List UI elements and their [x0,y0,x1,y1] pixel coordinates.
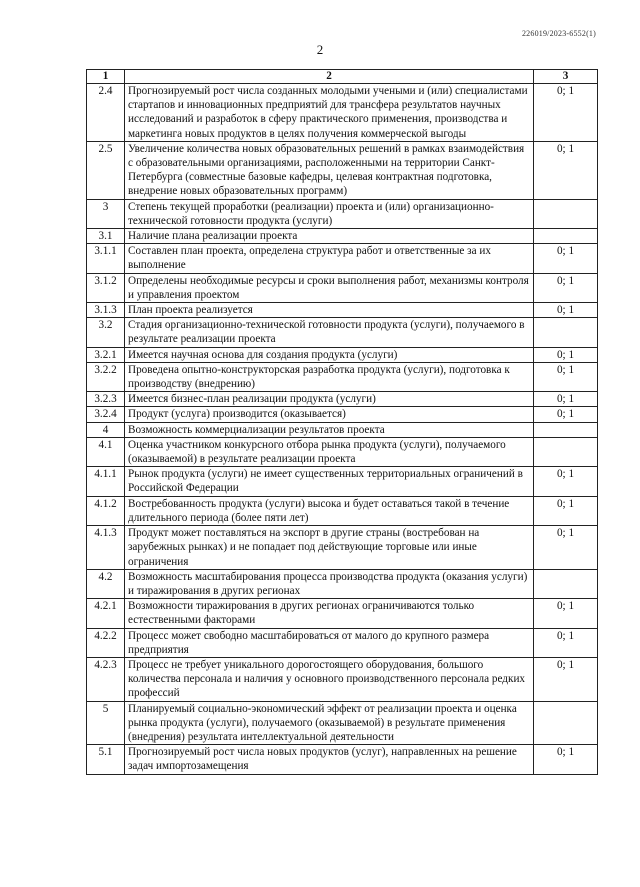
row-score: 0; 1 [534,362,598,391]
table-row [87,199,598,228]
row-number: 3.1.3 [87,303,125,318]
row-score: 0; 1 [534,657,598,701]
table-row [87,244,598,273]
row-number: 5 [87,701,125,745]
row-score: 0; 1 [534,392,598,407]
column-header: 1 [87,70,125,84]
row-number: 4.1.2 [87,496,125,525]
row-score: 0; 1 [534,273,598,302]
row-score [534,318,598,347]
table-row [87,347,598,362]
table-row [87,318,598,347]
row-score: 0; 1 [534,407,598,422]
row-score: 0; 1 [534,467,598,496]
table-row [87,496,598,525]
row-score: 0; 1 [534,496,598,525]
row-number: 4.2.3 [87,657,125,701]
row-number: 4.2.2 [87,628,125,657]
row-criterion: Возможность коммерциализации результатов проекта [125,422,534,437]
row-criterion: Востребованность продукта (услуги) высока и будет оставаться такой в течение длительного периода (более пяти лет) [125,496,534,525]
row-score: 0; 1 [534,599,598,628]
table-row [87,362,598,391]
row-score: 0; 1 [534,628,598,657]
page-number: 2 [316,42,324,57]
row-number: 2.5 [87,141,125,199]
table-header-row [87,70,598,84]
row-number: 3.2.3 [87,392,125,407]
table-body [87,84,598,775]
row-score: 0; 1 [534,745,598,774]
row-criterion: План проекта реализуется [125,303,534,318]
row-criterion: Прогнозируемый рост числа созданных молодыми учеными и (или) специалистами стартапов и инновационных предприятий для трансфера результатов научных исследований и разработок в сферу практического применения, производства и маркетинга новых продуктов в целях получения коммерческой выгоды [125,84,534,142]
row-score [534,569,598,598]
row-number: 3.1.1 [87,244,125,273]
row-score [534,437,598,466]
table-row [87,657,598,701]
row-number: 2.4 [87,84,125,142]
row-number: 4.2.1 [87,599,125,628]
row-number: 4.1.1 [87,467,125,496]
column-header: 3 [534,70,598,84]
row-criterion: Прогнозируемый рост числа новых продуктов (услуг), направленных на решение задач импортозамещения [125,745,534,774]
table-row [87,701,598,745]
row-criterion: Продукт может поставляться на экспорт в другие страны (востребован на зарубежных рынках) и не попадает под действующие торговые или иные ограничения [125,526,534,570]
row-criterion: Определены необходимые ресурсы и сроки выполнения работ, механизмы контроля и управления проектом [125,273,534,302]
table-row [87,569,598,598]
row-number: 3.2.1 [87,347,125,362]
row-number: 5.1 [87,745,125,774]
row-criterion: Процесс не требует уникального дорогостоящего оборудования, большого количества персонала и наличия у основного производственного персонала редких профессий [125,657,534,701]
row-criterion: Возможности тиражирования в других регионах ограничиваются только естественными факторами [125,599,534,628]
document-id: 226019/2023-6552(1) [521,29,596,38]
row-criterion: Степень текущей проработки (реализации) проекта и (или) организационно-технической готовности продукта (услуги) [125,199,534,228]
row-criterion: Составлен план проекта, определена структура работ и ответственные за их выполнение [125,244,534,273]
row-criterion: Оценка участником конкурсного отбора рынка продукта (услуги), получаемого (оказываемой) в результате реализации проекта [125,437,534,466]
row-criterion: Наличие плана реализации проекта [125,229,534,244]
row-criterion: Возможность масштабирования процесса производства продукта (оказания услуги) и тиражирования в других регионах [125,569,534,598]
row-number: 4 [87,422,125,437]
table-row [87,422,598,437]
row-criterion: Имеется бизнес-план реализации продукта (услуги) [125,392,534,407]
row-criterion: Рынок продукта (услуги) не имеет существенных территориальных ограничений в Российской Федерации [125,467,534,496]
table-row [87,141,598,199]
table-row [87,628,598,657]
criteria-table [86,69,598,775]
row-number: 3.1 [87,229,125,244]
row-number: 3.2.4 [87,407,125,422]
table-row [87,84,598,142]
table-row [87,437,598,466]
row-score: 0; 1 [534,526,598,570]
table-row [87,303,598,318]
table-row [87,229,598,244]
table-row [87,273,598,302]
table-row [87,745,598,774]
row-score: 0; 1 [534,303,598,318]
row-score [534,229,598,244]
row-criterion: Продукт (услуга) производится (оказывается) [125,407,534,422]
row-criterion: Планируемый социально-экономический эффект от реализации проекта и оценка рынка продукта (услуги), получаемого (оказываемой) в результате применения (внедрения) результата интеллектуальной деятельности [125,701,534,745]
row-score: 0; 1 [534,141,598,199]
table-row [87,392,598,407]
row-criterion: Проведена опытно-конструкторская разработка продукта (услуги), подготовка к производству (внедрению) [125,362,534,391]
row-criterion: Процесс может свободно масштабироваться от малого до крупного размера предприятия [125,628,534,657]
row-score: 0; 1 [534,244,598,273]
table-row [87,526,598,570]
table-row [87,467,598,496]
row-criterion: Стадия организационно-технической готовности продукта (услуги), получаемого в результате реализации проекта [125,318,534,347]
column-header: 2 [125,70,534,84]
row-criterion: Имеется научная основа для создания продукта (услуги) [125,347,534,362]
table-row [87,407,598,422]
row-number: 3 [87,199,125,228]
row-number: 4.1.3 [87,526,125,570]
row-score [534,422,598,437]
row-criterion: Увеличение количества новых образовательных решений в рамках взаимодействия с образовательными организациями, расположенными на территории Санкт-Петербурга (совместные базовые кафедры, целевая контрактная подготовка, внедрение новых образовательных программ) [125,141,534,199]
row-number: 3.2.2 [87,362,125,391]
row-score [534,701,598,745]
row-score: 0; 1 [534,347,598,362]
row-score: 0; 1 [534,84,598,142]
table-row [87,599,598,628]
row-number: 3.2 [87,318,125,347]
row-score [534,199,598,228]
row-number: 4.1 [87,437,125,466]
row-number: 3.1.2 [87,273,125,302]
row-number: 4.2 [87,569,125,598]
